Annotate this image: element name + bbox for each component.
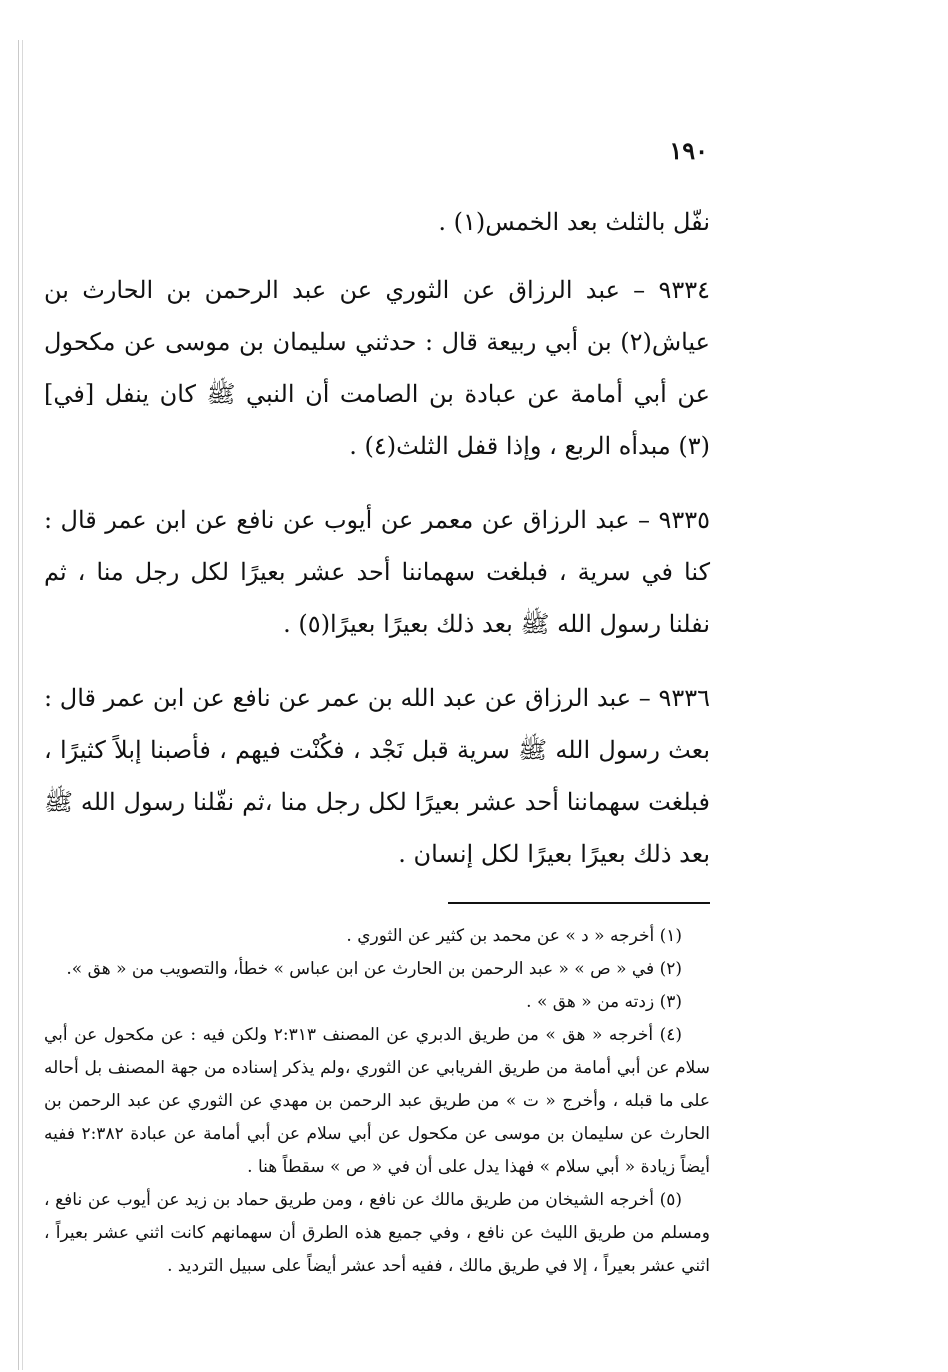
footnote-4: (٤) أخرجه « هق » من طريق الدبري عن المصنف ٢:٣١٣ ولكن فيه : عن مكحول عن أبي سلام عن أبي أمامة من طريق الفريابي عن الثوري ،ولم يذكر إسناده من جهة المصنف بل أحاله على ما قبله ، وأخرج « ت » من طريق عبد الرحمن بن مهدي عن الثوري عن عبد الرحمن بن الحارث عن سليمان بن موسى عن مكحول عن أبي سلام عن أبي أمامة عن عبادة ٢:٣٨٢ ففيه أيضاً زيادة « أبي سلام » فهذا يدل على أن في « ص » سقطاً هنا .	[44, 1025, 711, 1177]
footnote-3: (٣) زدته من « هق » .	[526, 992, 682, 1012]
scan-edge-line	[18, 40, 23, 1370]
hadith-9335: ٩٣٣٥ – عبد الرزاق عن معمر عن أيوب عن نافع عن ابن عمر قال : كنا في سرية ، فبلغت سهماننا أحد عشر بعيرًا لكل رجل منا ، ثم نفلنا رسول الله ﷺ بعد ذلك بعيرًا بعيرًا(٥) .	[44, 506, 710, 638]
footnote-separator	[448, 902, 710, 904]
footnotes	[44, 920, 710, 1283]
intro-line: نفّل بالثلث بعد الخمس(١) .	[438, 208, 710, 236]
hadith-9334: ٩٣٣٤ – عبد الرزاق عن الثوري عن عبد الرحمن بن الحارث بن عياش(٢) بن أبي ربيعة قال : حدثني سليمان بن موسى عن مكحول عن أبي أمامة عن عبادة بن الصامت أن النبي ﷺ كان ينفل [في] (٣) مبدأه الربع ، وإذا قفل الثلث(٤) .	[44, 276, 710, 460]
hadith-9336: ٩٣٣٦ – عبد الرزاق عن عبد الله بن عمر عن نافع عن ابن عمر قال : بعث رسول الله ﷺ سرية قبل نَجْد ، فكُنْت فيهم ، فأصبنا إبلاً كثيرًا ، فبلغت سهماننا أحد عشر بعيرًا لكل رجل منا ،ثم نفّلنا رسول الله ﷺ بعد ذلك بعيرًا بعيرًا لكل إنسان .	[44, 684, 710, 868]
main-text	[44, 196, 710, 880]
page-number: ١٩٠	[669, 136, 708, 165]
footnote-1: (١) أخرجه « د » عن محمد بن كثير عن الثوري .	[346, 926, 682, 946]
footnote-2: (٢) في « ص » « عبد الرحمن بن الحارث عن ابن عباس » خطأ، والتصويب من « هق ».	[66, 959, 682, 979]
page-content	[44, 196, 710, 1283]
footnote-5: (٥) أخرجه الشيخان من طريق مالك عن نافع ، ومن طريق حماد بن زيد عن أيوب عن نافع ، ومسلم من طريق الليث عن نافع ، وفي جميع هذه الطرق أن سهمانهم كانت اثني عشر بعيراً ، اثني عشر بعيراً ، إلا في طريق مالك ، ففيه أحد عشر أيضاً على سبيل الترديد .	[44, 1190, 710, 1276]
